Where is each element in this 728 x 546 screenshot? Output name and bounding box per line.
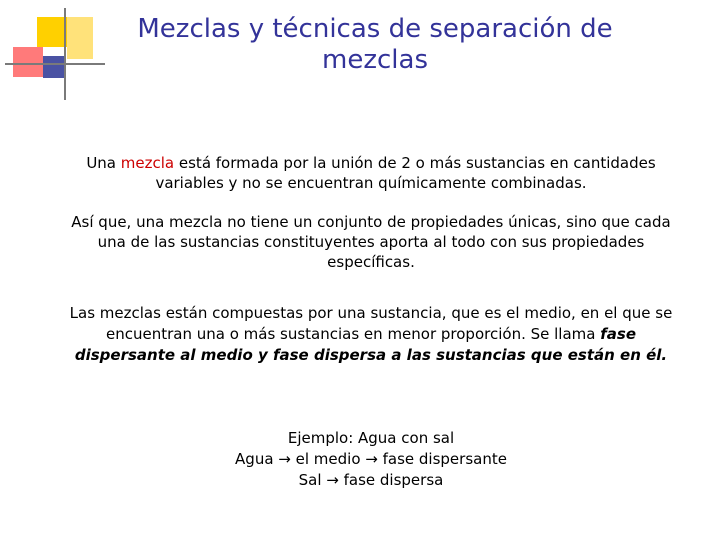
properties-paragraph: Así que, una mezcla no tiene un conjunto de propiedades únicas, sino que cada una de las sustancias constituyentes aporta al todo con sus propiedades específicas. [71, 213, 671, 271]
phases-emphasis: fase dispersante al medio y fase dispersa a las sustancias que están en él. [74, 325, 668, 364]
definition-suffix: está formada por la unión de 2 o más sustancias en cantidades variables y no se encuentran químicamente combinadas. [155, 154, 656, 192]
example-heading: Ejemplo: Agua con sal [287, 429, 455, 447]
definition-paragraph [66, 153, 676, 193]
example-line-2: Sal → fase dispersa [298, 471, 444, 489]
slide-title: Mezclas y técnicas de separación de mezclas [137, 14, 613, 75]
vertical-line [64, 8, 66, 100]
highlight-mezcla: mezcla [120, 154, 175, 172]
phases-text: Las mezclas están compuestas por una sustancia, que es el medio, en el que se encuentran una o más sustancias en menor proporción. Se llama [69, 304, 673, 343]
definition-prefix: Una [86, 154, 116, 172]
decorative-squares [0, 0, 110, 110]
phases-paragraph [66, 303, 676, 366]
example-block [66, 428, 676, 491]
pink-square [13, 47, 43, 77]
horizontal-line [5, 63, 105, 65]
yellow-square-right [67, 17, 93, 59]
blue-square [43, 56, 65, 78]
example-line-1: Agua → el medio → fase dispersante [235, 450, 507, 468]
yellow-square [37, 17, 67, 47]
